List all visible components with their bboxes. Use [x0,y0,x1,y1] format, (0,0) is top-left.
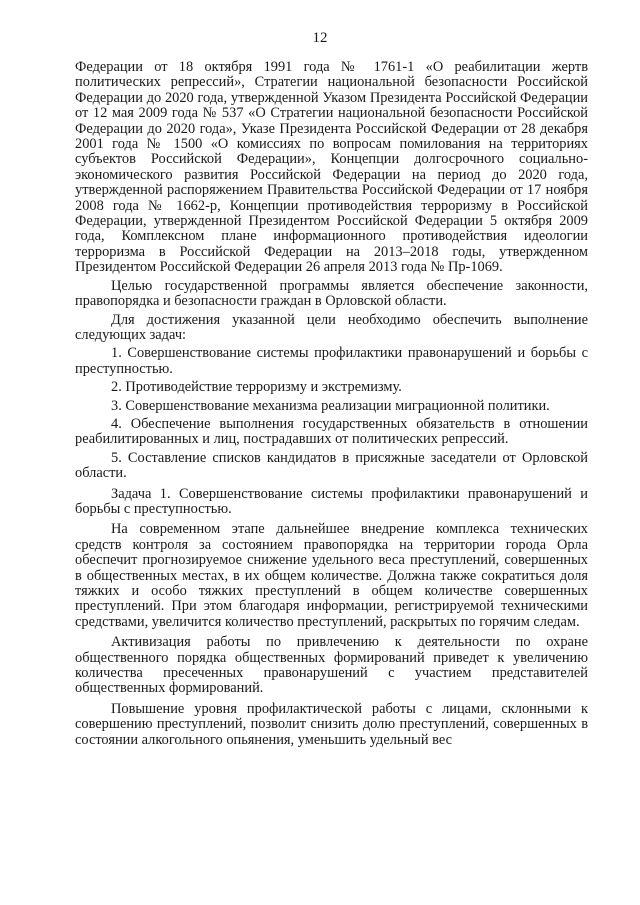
task-item-5: 5. Составление списков кандидатов в присяжные заседатели от Орловской области. [75,449,588,482]
task-item-1: 1. Совершенствование системы профилактики правонарушений и борьбы с преступностью. [75,345,588,377]
task-item-2: 2. Противодействие терроризму и экстремизму. [111,379,402,396]
paragraph-prevention: Повышение уровня профилактической работы с лицами, склонными к совершению преступлений, позволит снизить долю преступлений, совершенных в состоянии алкогольного опьянения, уменьшить удельный вес [75,700,588,748]
document-body [75,60,588,751]
task-item-4: 4. Обеспечение выполнения государственных обязательств в отношении реабилитированных и лиц, пострадавших от политических репрессий. [75,415,588,448]
paragraph-goal: Целью государственной программы является обеспечение законности, правопорядка и безопасности граждан в Орловской области. [75,277,588,310]
task1-heading: Задача 1. Совершенствование системы профилактики правонарушений и борьбы с преступностью. [75,485,588,517]
paragraph-public-formations: Активизация работы по привлечению к деятельности по охране общественного порядка общественных формирований приведет к увеличению количества пресеченных правонарушений с участием представителей общественных формирований. [75,634,588,697]
task-item-3: 3. Совершенствование механизма реализации миграционной политики. [111,397,550,414]
paragraph-legal-basis: Федерации от 18 октября 1991 года № 1761-1 «О реабилитации жертв политических репрессий», Стратегии национальной безопасности Российской Федерации до 2020 года, утвержденной Указом Президента Российской Федерации от 12 мая 2009 года № 537 «О Стратегии национальной безопасности Российской Федерации до 2020 года», Указе Президента Российской Федерации от 28 декабря 2001 года № 1500 «О комиссиях по вопросам помилования на территориях субъектов Российской Федерации», Концепции долгосрочного социально-экономического развития Российской Федерации на период до 2020 года, утвержденной распоряжением Правительства Российской Федерации от 17 ноября 2008 года № 1662-р, Концепции противодействия терроризму в Российской Федерации, утвержденной Президентом Российской Федерации 5 октября 2009 года, Комплексном плане информационного противодействия идеологии терроризма в Российской Федерации на 2013–2018 годы, утвержденном Президентом Российской Федерации 26 апреля 2013 года № Пр-1069. [75,59,588,276]
paragraph-tasks-intro: Для достижения указанной цели необходимо обеспечить выполнение следующих задач: [75,311,588,343]
page-number: 12 [312,30,328,46]
paragraph-technical-means: На современном этапе дальнейшее внедрение комплекса технических средств контроля за состоянием правопорядка на территории города Орла обеспечит прогнозируемое снижение удельного веса преступлений, совершенных в общественных местах, в их общем количестве. Должна также сократиться доля тяжких и особо тяжких преступлений в общем количестве совершенных преступлений. При этом благодаря информации, регистрируемой техническими средствами, увеличится количество преступлений, раскрытых по горячим следам. [75,521,588,630]
